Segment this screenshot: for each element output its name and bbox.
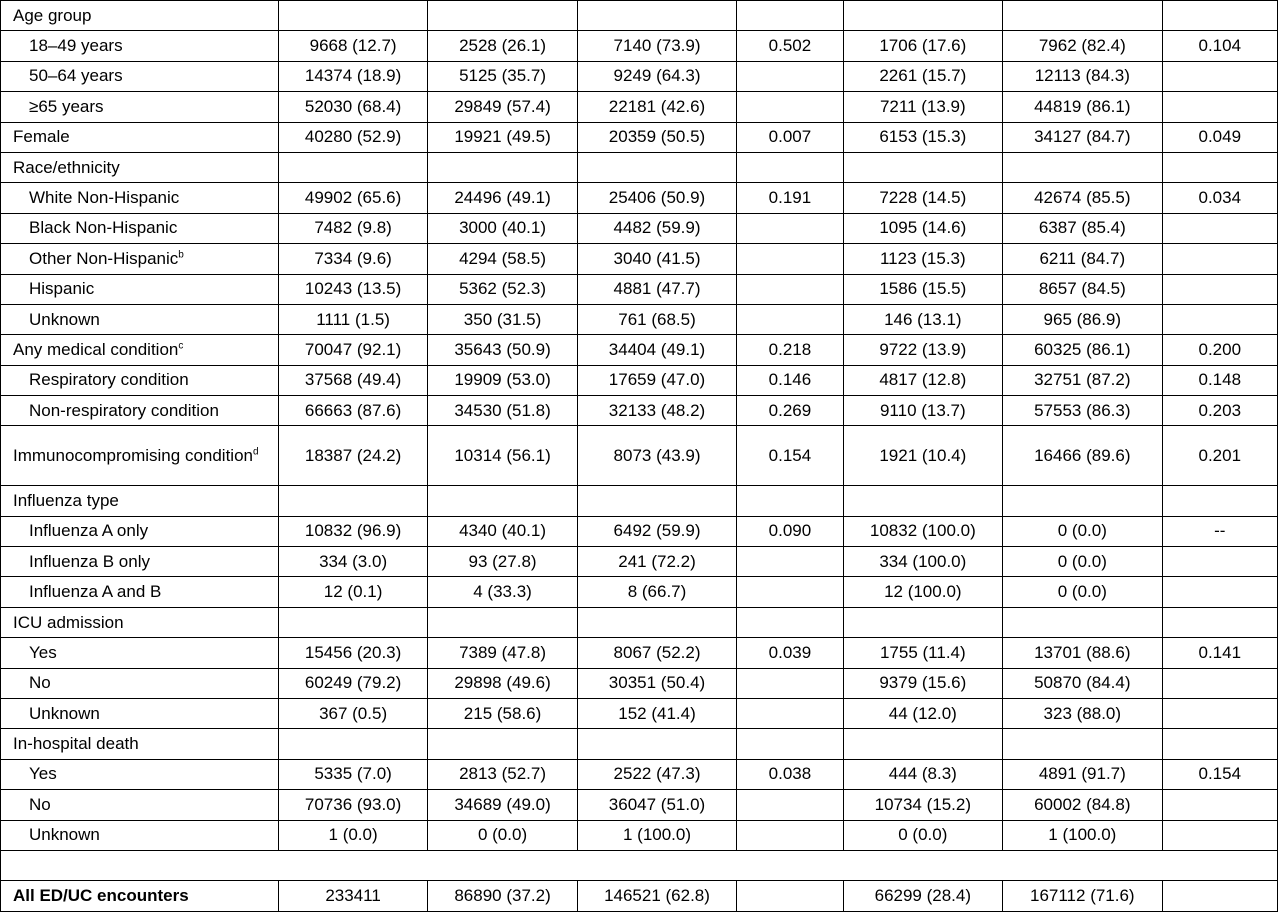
row-label	[1, 304, 279, 334]
table-cell: 19909 (53.0)	[428, 365, 577, 395]
row-label-text: Female	[13, 127, 70, 147]
row-label-text: Influenza B only	[29, 551, 150, 571]
table-cell: 36047 (51.0)	[577, 790, 736, 820]
table-cell: 4891 (91.7)	[1003, 759, 1162, 789]
row-label	[1, 486, 279, 516]
table-cell	[737, 547, 843, 577]
table-cell	[278, 1, 427, 31]
table-row	[1, 61, 1278, 91]
table-row	[1, 1, 1278, 31]
table-row	[1, 577, 1278, 607]
table-cell: 334 (100.0)	[843, 547, 1002, 577]
row-label	[1, 122, 279, 152]
table-row	[1, 31, 1278, 61]
table-cell	[1162, 244, 1277, 274]
table-cell: 5335 (7.0)	[278, 759, 427, 789]
table-cell: 0.141	[1162, 638, 1277, 668]
table-cell	[737, 486, 843, 516]
table-row	[1, 183, 1278, 213]
table-cell: 60002 (84.8)	[1003, 790, 1162, 820]
table-cell	[1162, 213, 1277, 243]
table-cell: 6211 (84.7)	[1003, 244, 1162, 274]
table-cell: 24496 (49.1)	[428, 183, 577, 213]
table-cell: 5362 (52.3)	[428, 274, 577, 304]
table-cell	[737, 820, 843, 850]
table-cell	[737, 304, 843, 334]
table-cell: 9110 (13.7)	[843, 396, 1002, 426]
table-cell: 66663 (87.6)	[278, 396, 427, 426]
table-row	[1, 365, 1278, 395]
table-cell: 19921 (49.5)	[428, 122, 577, 152]
table-cell: 22181 (42.6)	[577, 92, 736, 122]
table-cell	[1162, 304, 1277, 334]
table-cell: 444 (8.3)	[843, 759, 1002, 789]
row-label	[1, 577, 279, 607]
row-label-text: No	[29, 673, 51, 693]
table-cell: 10243 (13.5)	[278, 274, 427, 304]
table-cell	[1162, 699, 1277, 729]
row-label-text: 18–49 years	[29, 36, 123, 56]
table-cell	[737, 61, 843, 91]
table-cell: 34404 (49.1)	[577, 335, 736, 365]
table-body	[1, 1, 1278, 912]
table-cell: 14374 (18.9)	[278, 61, 427, 91]
table-cell: 233411	[278, 881, 427, 911]
table-cell: 7334 (9.6)	[278, 244, 427, 274]
table-cell: 0.269	[737, 396, 843, 426]
table-row	[1, 213, 1278, 243]
row-label-text: Any medical condition	[13, 339, 179, 359]
row-label-text: Yes	[29, 764, 57, 784]
table-cell	[1162, 790, 1277, 820]
table-cell	[1162, 881, 1277, 911]
table-cell: 167112 (71.6)	[1003, 881, 1162, 911]
row-label-text: ≥65 years	[29, 96, 104, 116]
table-cell: 49902 (65.6)	[278, 183, 427, 213]
table-cell: 37568 (49.4)	[278, 365, 427, 395]
row-label-text: Respiratory condition	[29, 370, 189, 390]
table-cell: 2528 (26.1)	[428, 31, 577, 61]
table-cell: 0.201	[1162, 426, 1277, 486]
table-cell	[737, 881, 843, 911]
table-cell	[278, 486, 427, 516]
table-cell	[843, 152, 1002, 182]
row-label	[1, 638, 279, 668]
footnote-marker: d	[253, 446, 259, 458]
table-cell: 0.034	[1162, 183, 1277, 213]
table-cell	[1003, 607, 1162, 637]
row-label-text: No	[29, 794, 51, 814]
table-cell	[428, 1, 577, 31]
table-cell	[577, 729, 736, 759]
table-cell: 1706 (17.6)	[843, 31, 1002, 61]
table-cell: 367 (0.5)	[278, 699, 427, 729]
table-cell	[737, 92, 843, 122]
table-cell: 1111 (1.5)	[278, 304, 427, 334]
row-label-text: 50–64 years	[29, 66, 123, 86]
table-cell: 761 (68.5)	[577, 304, 736, 334]
table-cell	[737, 1, 843, 31]
row-label-text: Other Non-Hispanic	[29, 248, 179, 268]
table-cell: 10314 (56.1)	[428, 426, 577, 486]
table-cell: 1 (100.0)	[577, 820, 736, 850]
table-cell: 350 (31.5)	[428, 304, 577, 334]
table-cell: 241 (72.2)	[577, 547, 736, 577]
table-cell: 0.154	[1162, 759, 1277, 789]
table-cell: 50870 (84.4)	[1003, 668, 1162, 698]
table-cell: 6153 (15.3)	[843, 122, 1002, 152]
table-cell: 7140 (73.9)	[577, 31, 736, 61]
row-label	[1, 426, 279, 486]
row-label-text: Influenza A and B	[29, 582, 162, 602]
table-cell: 25406 (50.9)	[577, 183, 736, 213]
table-cell	[737, 729, 843, 759]
table-cell	[1162, 820, 1277, 850]
row-label-text: Unknown	[29, 825, 100, 845]
table-cell: 3000 (40.1)	[428, 213, 577, 243]
table-cell: 9379 (15.6)	[843, 668, 1002, 698]
table-cell	[1003, 729, 1162, 759]
row-label	[1, 790, 279, 820]
row-label	[1, 699, 279, 729]
table-cell: 0 (0.0)	[1003, 577, 1162, 607]
table-row	[1, 881, 1278, 911]
table-cell	[737, 668, 843, 698]
table-row	[1, 729, 1278, 759]
table-cell	[428, 486, 577, 516]
row-label-text: Influenza type	[13, 490, 119, 510]
table-cell: 0.146	[737, 365, 843, 395]
table-cell: 86890 (37.2)	[428, 881, 577, 911]
table-row	[1, 244, 1278, 274]
table-cell: 0.200	[1162, 335, 1277, 365]
row-label-text: White Non-Hispanic	[29, 188, 180, 208]
table-cell: 0.218	[737, 335, 843, 365]
table-cell: 52030 (68.4)	[278, 92, 427, 122]
table-cell: 334 (3.0)	[278, 547, 427, 577]
table-cell: 1921 (10.4)	[843, 426, 1002, 486]
table-cell	[1162, 607, 1277, 637]
table-cell	[1003, 152, 1162, 182]
table-cell: 3040 (41.5)	[577, 244, 736, 274]
table-cell	[843, 607, 1002, 637]
row-label-text: Yes	[29, 642, 57, 662]
spacer-cell	[1, 850, 1278, 880]
table-cell: 9249 (64.3)	[577, 61, 736, 91]
row-label-text: Non-respiratory condition	[29, 400, 219, 420]
table-cell	[843, 729, 1002, 759]
table-cell: 1095 (14.6)	[843, 213, 1002, 243]
table-cell: 4294 (58.5)	[428, 244, 577, 274]
table-cell: 0.154	[737, 426, 843, 486]
table-cell: 29849 (57.4)	[428, 92, 577, 122]
table-cell: 34689 (49.0)	[428, 790, 577, 820]
row-label-text: Unknown	[29, 309, 100, 329]
table-cell: 0.203	[1162, 396, 1277, 426]
table-cell: 40280 (52.9)	[278, 122, 427, 152]
table-cell	[278, 729, 427, 759]
row-label-text: Age group	[13, 5, 92, 25]
table-cell: 2813 (52.7)	[428, 759, 577, 789]
table-cell: 0.104	[1162, 31, 1277, 61]
table-row	[1, 335, 1278, 365]
table-row	[1, 516, 1278, 546]
table-cell	[278, 607, 427, 637]
table-cell: 0.502	[737, 31, 843, 61]
table-cell	[737, 607, 843, 637]
table-cell: 1755 (11.4)	[843, 638, 1002, 668]
table-cell: 93 (27.8)	[428, 547, 577, 577]
table-cell: 4 (33.3)	[428, 577, 577, 607]
table-cell: 2522 (47.3)	[577, 759, 736, 789]
table-cell: 1123 (15.3)	[843, 244, 1002, 274]
table-row	[1, 699, 1278, 729]
table-cell: 5125 (35.7)	[428, 61, 577, 91]
row-label	[1, 668, 279, 698]
table-cell	[1162, 486, 1277, 516]
table-cell: 1586 (15.5)	[843, 274, 1002, 304]
table-cell	[278, 152, 427, 182]
table-cell: 6492 (59.9)	[577, 516, 736, 546]
table-cell	[1162, 152, 1277, 182]
table-cell: 9668 (12.7)	[278, 31, 427, 61]
table-cell: 15456 (20.3)	[278, 638, 427, 668]
row-label	[1, 213, 279, 243]
table-cell	[1003, 486, 1162, 516]
table-cell	[737, 152, 843, 182]
table-cell: 7482 (9.8)	[278, 213, 427, 243]
table-cell: 10734 (15.2)	[843, 790, 1002, 820]
table-row	[1, 274, 1278, 304]
table-cell: 0.090	[737, 516, 843, 546]
row-label	[1, 92, 279, 122]
table-cell: 6387 (85.4)	[1003, 213, 1162, 243]
table-cell: 29898 (49.6)	[428, 668, 577, 698]
table-cell: 34127 (84.7)	[1003, 122, 1162, 152]
table-cell	[577, 486, 736, 516]
table-cell: 8657 (84.5)	[1003, 274, 1162, 304]
table-cell: 10832 (96.9)	[278, 516, 427, 546]
table-cell: 32133 (48.2)	[577, 396, 736, 426]
row-label	[1, 183, 279, 213]
table-cell: 215 (58.6)	[428, 699, 577, 729]
row-label-text: Black Non-Hispanic	[29, 218, 178, 238]
table-cell: --	[1162, 516, 1277, 546]
table-cell	[428, 152, 577, 182]
table-cell	[1162, 577, 1277, 607]
row-label-text: Hispanic	[29, 279, 95, 299]
table-cell: 146521 (62.8)	[577, 881, 736, 911]
row-label	[1, 31, 279, 61]
table-row	[1, 820, 1278, 850]
table-row	[1, 850, 1278, 880]
table-cell: 7389 (47.8)	[428, 638, 577, 668]
table-cell: 0.049	[1162, 122, 1277, 152]
table-cell: 0.191	[737, 183, 843, 213]
table-cell: 146 (13.1)	[843, 304, 1002, 334]
table-cell: 60325 (86.1)	[1003, 335, 1162, 365]
table-cell: 42674 (85.5)	[1003, 183, 1162, 213]
table-cell	[1162, 92, 1277, 122]
row-label-text: Race/ethnicity	[13, 157, 120, 177]
row-label	[1, 274, 279, 304]
table-row	[1, 426, 1278, 486]
table-cell	[428, 729, 577, 759]
table-cell	[843, 486, 1002, 516]
table-cell	[428, 607, 577, 637]
row-label	[1, 335, 279, 365]
table-cell: 0 (0.0)	[1003, 516, 1162, 546]
row-label	[1, 547, 279, 577]
table-cell: 44819 (86.1)	[1003, 92, 1162, 122]
row-label	[1, 244, 279, 274]
footnote-marker: b	[178, 249, 184, 261]
table-cell	[577, 1, 736, 31]
table-cell: 10832 (100.0)	[843, 516, 1002, 546]
row-label	[1, 607, 279, 637]
row-label	[1, 516, 279, 546]
row-label	[1, 1, 279, 31]
table-cell: 7962 (82.4)	[1003, 31, 1162, 61]
table-cell: 1 (0.0)	[278, 820, 427, 850]
table-cell: 4340 (40.1)	[428, 516, 577, 546]
table-cell: 0 (0.0)	[1003, 547, 1162, 577]
row-label	[1, 152, 279, 182]
table-cell	[577, 607, 736, 637]
row-label-text: Unknown	[29, 703, 100, 723]
table-cell: 32751 (87.2)	[1003, 365, 1162, 395]
row-label	[1, 365, 279, 395]
table-cell: 44 (12.0)	[843, 699, 1002, 729]
table-cell: 70047 (92.1)	[278, 335, 427, 365]
row-label	[1, 759, 279, 789]
table-row	[1, 607, 1278, 637]
table-cell: 34530 (51.8)	[428, 396, 577, 426]
table-cell: 12113 (84.3)	[1003, 61, 1162, 91]
table-cell: 323 (88.0)	[1003, 699, 1162, 729]
table-cell: 965 (86.9)	[1003, 304, 1162, 334]
table-row	[1, 122, 1278, 152]
table-cell: 0 (0.0)	[843, 820, 1002, 850]
table-cell: 8073 (43.9)	[577, 426, 736, 486]
table-cell: 4482 (59.9)	[577, 213, 736, 243]
row-label-text: In-hospital death	[13, 734, 139, 754]
table-row	[1, 396, 1278, 426]
table-cell: 0.007	[737, 122, 843, 152]
table-cell	[737, 213, 843, 243]
table-cell: 12 (100.0)	[843, 577, 1002, 607]
table-cell: 0.039	[737, 638, 843, 668]
table-cell: 7211 (13.9)	[843, 92, 1002, 122]
table-cell: 7228 (14.5)	[843, 183, 1002, 213]
table-cell	[1162, 668, 1277, 698]
table-cell: 16466 (89.6)	[1003, 426, 1162, 486]
table-cell: 12 (0.1)	[278, 577, 427, 607]
table-row	[1, 547, 1278, 577]
table-cell: 0.148	[1162, 365, 1277, 395]
table-cell	[737, 699, 843, 729]
row-label-text: ICU admission	[13, 612, 124, 632]
table-row	[1, 790, 1278, 820]
row-label-text: All ED/UC encounters	[13, 886, 189, 906]
table-row	[1, 638, 1278, 668]
table-cell: 35643 (50.9)	[428, 335, 577, 365]
row-label	[1, 729, 279, 759]
row-label-text: Influenza A only	[29, 521, 149, 541]
row-label	[1, 820, 279, 850]
table-cell: 8 (66.7)	[577, 577, 736, 607]
table-cell	[737, 274, 843, 304]
table-cell: 1 (100.0)	[1003, 820, 1162, 850]
table-cell: 70736 (93.0)	[278, 790, 427, 820]
table-cell: 17659 (47.0)	[577, 365, 736, 395]
table-cell: 4817 (12.8)	[843, 365, 1002, 395]
table-row	[1, 486, 1278, 516]
table-cell: 60249 (79.2)	[278, 668, 427, 698]
table-cell	[1003, 1, 1162, 31]
table-cell	[737, 790, 843, 820]
row-label	[1, 61, 279, 91]
table-cell	[1162, 274, 1277, 304]
table-cell: 13701 (88.6)	[1003, 638, 1162, 668]
table-cell: 66299 (28.4)	[843, 881, 1002, 911]
table-cell: 152 (41.4)	[577, 699, 736, 729]
table-cell	[843, 1, 1002, 31]
table-cell	[737, 244, 843, 274]
table-row	[1, 152, 1278, 182]
row-label-text: Immunocompromising condition	[13, 446, 253, 466]
table-cell: 30351 (50.4)	[577, 668, 736, 698]
row-label	[1, 881, 279, 911]
table-row	[1, 759, 1278, 789]
table-cell	[1162, 1, 1277, 31]
table-cell	[1162, 547, 1277, 577]
table-cell	[737, 577, 843, 607]
table-row	[1, 304, 1278, 334]
table-cell: 8067 (52.2)	[577, 638, 736, 668]
table-cell: 20359 (50.5)	[577, 122, 736, 152]
table-cell: 2261 (15.7)	[843, 61, 1002, 91]
table-cell: 9722 (13.9)	[843, 335, 1002, 365]
footnote-marker: c	[178, 340, 184, 352]
table-row	[1, 668, 1278, 698]
table-cell: 0.038	[737, 759, 843, 789]
table-cell: 4881 (47.7)	[577, 274, 736, 304]
table-cell	[1162, 729, 1277, 759]
table-row	[1, 92, 1278, 122]
table-cell: 0 (0.0)	[428, 820, 577, 850]
table-cell: 18387 (24.2)	[278, 426, 427, 486]
table-cell	[1162, 61, 1277, 91]
row-label	[1, 396, 279, 426]
table-cell	[577, 152, 736, 182]
table-cell: 57553 (86.3)	[1003, 396, 1162, 426]
